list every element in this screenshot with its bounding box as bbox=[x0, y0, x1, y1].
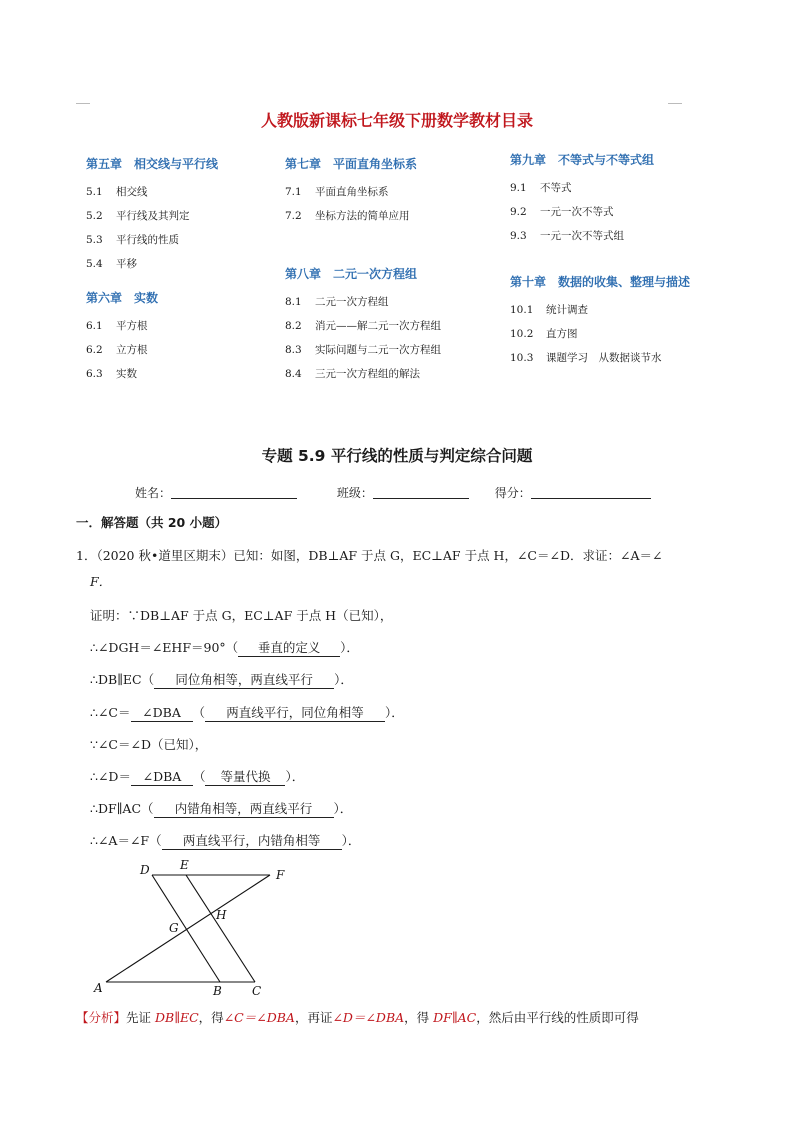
answer-blank: 两直线平行，内错角相等 bbox=[162, 833, 342, 850]
proof-line: ∴DB∥EC（ 同位角相等，两直线平行 ）． bbox=[90, 672, 353, 687]
proof-line: 证明：∵DB⊥AF 于点 G，EC⊥AF 于点 H（已知）， bbox=[90, 608, 393, 623]
section-item: 8.1 二元一次方程组 bbox=[285, 296, 389, 308]
toc-title: 人教版新课标七年级下册数学教材目录 bbox=[260, 111, 533, 130]
section-item: 10.3 课题学习 从数据谈节水 bbox=[510, 352, 662, 364]
name-label: 姓名： bbox=[135, 486, 172, 500]
proof-line: ∵∠C＝∠D（已知）， bbox=[90, 737, 208, 752]
answer-blank: 同位角相等，两直线平行 bbox=[154, 672, 334, 689]
section-item: 6.1 平方根 bbox=[86, 320, 148, 332]
label-B: B bbox=[213, 984, 222, 998]
line-AF bbox=[106, 875, 270, 982]
question-text: 1．（2020 秋•道里区期末）已知：如图，DB⊥AF 于点 G，EC⊥AF 于点 H，∠C＝∠D．求证：∠A＝∠ bbox=[76, 548, 663, 563]
answer-blank: 垂直的定义 bbox=[238, 640, 340, 657]
score-label: 得分： bbox=[494, 486, 531, 500]
page-title: 专题 5.9 平行线的性质与判定综合问题 bbox=[261, 447, 533, 465]
section-item: 5.4 平移 bbox=[86, 258, 137, 270]
section-item: 9.2 一元一次不等式 bbox=[510, 206, 614, 218]
section-item: 8.4 三元一次方程组的解法 bbox=[285, 368, 420, 380]
geometry-figure bbox=[90, 858, 300, 1000]
proof-line: ∴∠C＝ ∠DBA （ 两直线平行，同位角相等 ）． bbox=[90, 705, 404, 720]
section-item: 5.3 平行线的性质 bbox=[86, 234, 179, 246]
toc-column-1 bbox=[86, 155, 218, 390]
section-item: 6.3 实数 bbox=[86, 368, 137, 380]
section-item: 8.3 实际问题与二元一次方程组 bbox=[285, 344, 441, 356]
question-text-continued: F． bbox=[90, 574, 112, 589]
corner-mark-left bbox=[76, 103, 90, 104]
proof-line: ∴DF∥AC（ 内错角相等，两直线平行 ）． bbox=[90, 801, 353, 816]
label-E: E bbox=[180, 858, 189, 872]
answer-blank: 等量代换 bbox=[205, 769, 285, 786]
label-D: D bbox=[140, 863, 150, 877]
label-A: A bbox=[94, 981, 103, 995]
section-heading: 一．解答题（共 20 小题） bbox=[76, 515, 228, 530]
label-C: C bbox=[252, 984, 262, 998]
chapter-heading: 第八章 二元一次方程组 bbox=[285, 267, 418, 281]
answer-blank: ∠DBA bbox=[131, 769, 193, 786]
class-label: 班级： bbox=[336, 486, 373, 500]
answer-blank: 内错角相等，两直线平行 bbox=[154, 801, 334, 818]
section-item: 10.1 统计调查 bbox=[510, 304, 588, 316]
score-field[interactable] bbox=[531, 486, 651, 499]
section-item: 5.1 相交线 bbox=[86, 186, 148, 198]
section-item: 7.2 坐标方法的简单应用 bbox=[285, 210, 410, 222]
section-item: 9.3 一元一次不等式组 bbox=[510, 230, 624, 242]
section-item: 8.2 消元——解二元一次方程组 bbox=[285, 320, 441, 332]
chapter-heading: 第七章 平面直角坐标系 bbox=[285, 157, 418, 171]
student-info-row bbox=[135, 484, 651, 501]
proof-line: ∴∠D＝ ∠DBA （ 等量代换 ）． bbox=[90, 769, 305, 784]
class-field[interactable] bbox=[373, 486, 469, 499]
label-H: H bbox=[216, 908, 227, 922]
section-item: 7.1 平面直角坐标系 bbox=[285, 186, 389, 198]
name-field[interactable] bbox=[171, 486, 297, 499]
line-DB bbox=[152, 875, 220, 982]
chapter-heading: 第五章 相交线与平行线 bbox=[86, 157, 219, 171]
proof-line: ∴∠A＝∠F（ 两直线平行，内错角相等 ）． bbox=[90, 833, 361, 848]
section-item: 6.2 立方根 bbox=[86, 344, 148, 356]
toc-column-2 bbox=[285, 155, 441, 390]
corner-mark-right bbox=[668, 103, 682, 104]
chapter-heading: 第九章 不等式与不等式组 bbox=[510, 153, 655, 167]
answer-blank: 两直线平行，同位角相等 bbox=[205, 705, 385, 722]
section-item: 9.1 不等式 bbox=[510, 182, 572, 194]
answer-blank: ∠DBA bbox=[131, 705, 193, 722]
label-F: F bbox=[276, 868, 285, 882]
chapter-heading: 第六章 实数 bbox=[86, 291, 159, 305]
section-item: 5.2 平行线及其判定 bbox=[86, 210, 190, 222]
proof-line: ∴∠DGH＝∠EHF＝90°（ 垂直的定义 ）． bbox=[90, 640, 359, 655]
label-G: G bbox=[169, 921, 179, 935]
analysis-tag: 【分析】 bbox=[76, 1010, 127, 1025]
chapter-heading: 第十章 数据的收集、整理与描述 bbox=[510, 275, 691, 289]
analysis-line: 【分析】先证 DB∥EC，得∠C＝∠DBA，再证∠D＝∠DBA，得 DF∥AC，然后由平行线的性质即可得 bbox=[76, 1010, 639, 1025]
toc-column-3 bbox=[510, 151, 690, 374]
section-item: 10.2 直方图 bbox=[510, 328, 578, 340]
